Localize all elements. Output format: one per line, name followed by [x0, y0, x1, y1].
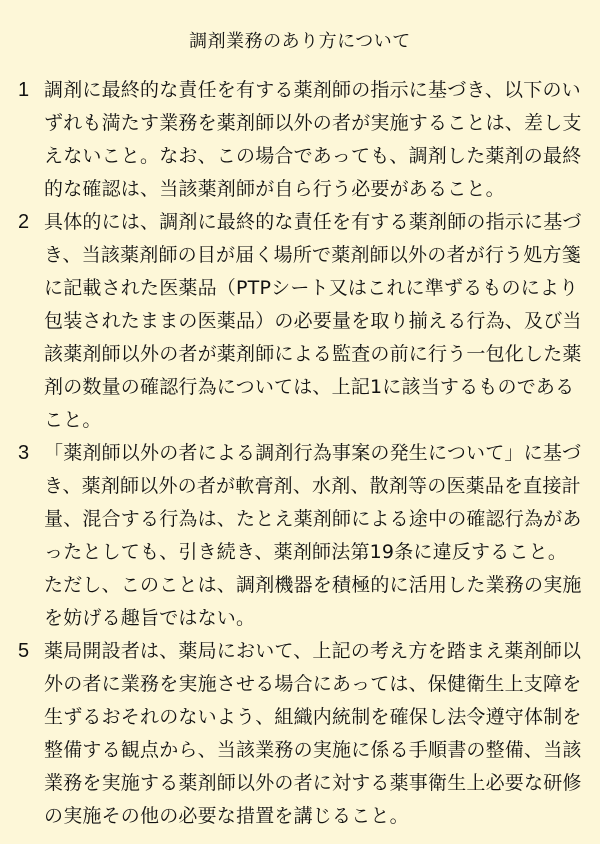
item-number: 2 [18, 211, 30, 233]
item-text: 薬局開設者は、薬局において、上記の考え方を踏まえ薬剤師以外の者に業務を実施させる場合にあっては、保健衛生上支障を生ずるおそれのないよう、組織内統制を確保し法令遵守体制を整備する観点から、当該業務の実施に係る手順書の整備、当該業務を実施する薬剤師以外の者に対する薬事衛生上必要な研修の実施その他の必要な措置を講じること。 [44, 640, 582, 827]
item-text: 「薬剤師以外の者による調剤行為事案の発生について」に基づき、薬剤師以外の者が軟膏剤、水剤、散剤等の医薬品を直接計量、混合する行為は、たとえ薬剤師による途中の確認行為があったとしても、引き続き、薬剤師法第19条に違反すること。ただし、このことは、調剤機器を積極的に活用した業務の実施を妨げる趣旨ではない。 [44, 442, 582, 629]
item-number: 3 [18, 442, 30, 464]
list-item-3 [18, 437, 582, 635]
item-text: 具体的には、調剤に最終的な責任を有する薬剤師の指示に基づき、当該薬剤師の目が届く場所で薬剤師以外の者が行う処方箋に記載された医薬品（PTPシート又はこれに準ずるものにより包装されたままの医薬品）の必要量を取り揃える行為、及び当該薬剤師以外の者が薬剤師による監査の前に行う一包化した薬剤の数量の確認行為については、上記1に該当するものであること。 [44, 211, 582, 431]
list-item-1 [18, 74, 582, 206]
item-list [18, 74, 582, 833]
item-text: 調剤に最終的な責任を有する薬剤師の指示に基づき、以下のいずれも満たす業務を薬剤師以外の者が実施することは、差し支えないこと。なお、この場合であっても、調剤した薬剤の最終的な確認は、当該薬剤師が自ら行う必要があること。 [44, 79, 582, 200]
list-item-2 [18, 206, 582, 437]
document-title: 調剤業務のあり方について [189, 31, 411, 52]
item-number: 5 [18, 640, 30, 662]
item-number: 1 [18, 79, 30, 101]
list-item-5 [18, 635, 582, 833]
